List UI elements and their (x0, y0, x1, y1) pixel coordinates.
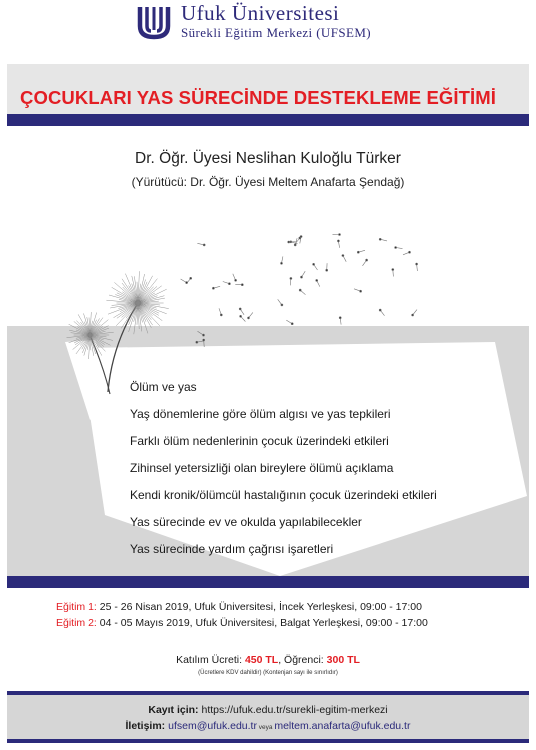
schedule-row-1 (56, 601, 422, 613)
contact-label: İletişim: (125, 720, 166, 732)
email-link-meltem[interactable]: meltem.anafarta@ufuk.edu.tr (274, 720, 411, 732)
floating-seed (198, 331, 205, 336)
fee-line (0, 654, 536, 666)
schedule-text: 25 - 26 Nisan 2019, Ufuk Üniversitesi, İncek Yerleşkesi, 09:00 - 17:00 (96, 601, 422, 613)
floating-seed (379, 309, 384, 316)
contact-line (0, 720, 536, 732)
floating-seed (212, 286, 220, 289)
fee-student: 300 TL (326, 654, 360, 666)
floating-seed (203, 339, 205, 347)
topic-item: Zihinsel yetersizliği olan bireylere ölümü açıklama (130, 461, 394, 475)
presenter-name: Dr. Öğr. Üyesi Neslihan Kuloğlu Türker (135, 150, 401, 167)
topic-item: Farklı ölüm nedenlerinin çocuk üzerindeki etkileri (130, 434, 389, 448)
floating-seed (286, 320, 293, 325)
floating-seed (316, 279, 320, 286)
floating-seed (197, 243, 205, 246)
coordinator-name: (Yürütücü: Dr. Öğr. Üyesi Meltem Anafarta Şendağ) (131, 175, 405, 189)
floating-seed (357, 250, 365, 253)
topic-item: Ölüm ve yas (130, 380, 197, 394)
registration-link[interactable]: https://ufuk.edu.tr/surekli-egitim-merkezi (198, 704, 388, 716)
org-name: Ufuk Üniversitesi (181, 1, 340, 25)
floating-seed (363, 259, 368, 266)
registration-line (0, 704, 536, 716)
floating-seed (395, 247, 403, 249)
schedule-row-2 (56, 617, 428, 629)
floating-seed (392, 269, 394, 277)
floating-seed (354, 289, 362, 292)
topic-item: Yaş dönemlerine göre ölüm algısı ve yas tepkileri (130, 407, 391, 421)
floating-seed (333, 234, 341, 236)
topic-item: Kendi kronik/ölümcül hastalığının çocuk üzerindeki etkileri (130, 488, 437, 502)
footer-panel (7, 695, 529, 739)
floating-seed (300, 236, 302, 244)
fee-note: (Ücretlere KDV dahildir) (Kontenjan sayı ile sınırlıdır) (198, 670, 338, 676)
floating-seed (299, 289, 305, 295)
page-title: ÇOCUKLARI YAS SÜRECİNDE DESTEKLEME EĞİTİMİ (20, 87, 497, 108)
floating-seed (278, 299, 283, 306)
registration-label: Kayıt için: (148, 704, 199, 716)
org-subtitle: Sürekli Eğitim Merkezi (UFSEM) (181, 25, 372, 40)
schedule-label: Eğitim 2: (56, 617, 97, 629)
floating-seed (412, 310, 417, 316)
fee-student-label: , Öğrenci: (278, 654, 327, 666)
floating-seed (301, 271, 306, 278)
mid-divider-bar (7, 576, 529, 588)
floating-seed (240, 315, 246, 321)
floating-seed (290, 277, 292, 285)
schedule-text: 04 - 05 Mayıs 2019, Ufuk Üniversitesi, Balgat Yerleşkesi, 09:00 - 17:00 (96, 617, 428, 629)
fee-standard: 450 TL (244, 654, 279, 666)
floating-seed (219, 308, 222, 316)
topic-item: Yas sürecinde ev ve okulda yapılabilecekler (130, 515, 362, 529)
floating-seed (248, 312, 253, 319)
floating-seed (233, 274, 237, 282)
floating-seed (196, 341, 204, 343)
floating-seed (281, 256, 283, 264)
email-link-ufsem[interactable]: ufsem@ufuk.edu.tr (165, 720, 257, 732)
fee-label: Katılım Ücreti: (176, 654, 245, 666)
floating-seed (416, 263, 418, 271)
topic-item: Yas sürecinde yardım çağrısı işaretleri (130, 542, 334, 556)
floating-seed (337, 240, 339, 248)
floating-seed (403, 251, 411, 255)
floating-seed (181, 279, 188, 284)
floating-seed (379, 238, 387, 241)
floating-seed (223, 282, 231, 285)
floating-seed (342, 255, 346, 262)
floating-seed (235, 284, 243, 286)
floating-seed (339, 317, 341, 325)
or-separator: veya (256, 724, 275, 731)
floating-seed (239, 308, 244, 315)
topic-list (130, 374, 437, 563)
footer-bottom-bar (7, 739, 529, 743)
floating-seed (313, 263, 318, 270)
floating-seed (326, 263, 328, 271)
schedule-label: Eğitim 1: (56, 601, 97, 613)
